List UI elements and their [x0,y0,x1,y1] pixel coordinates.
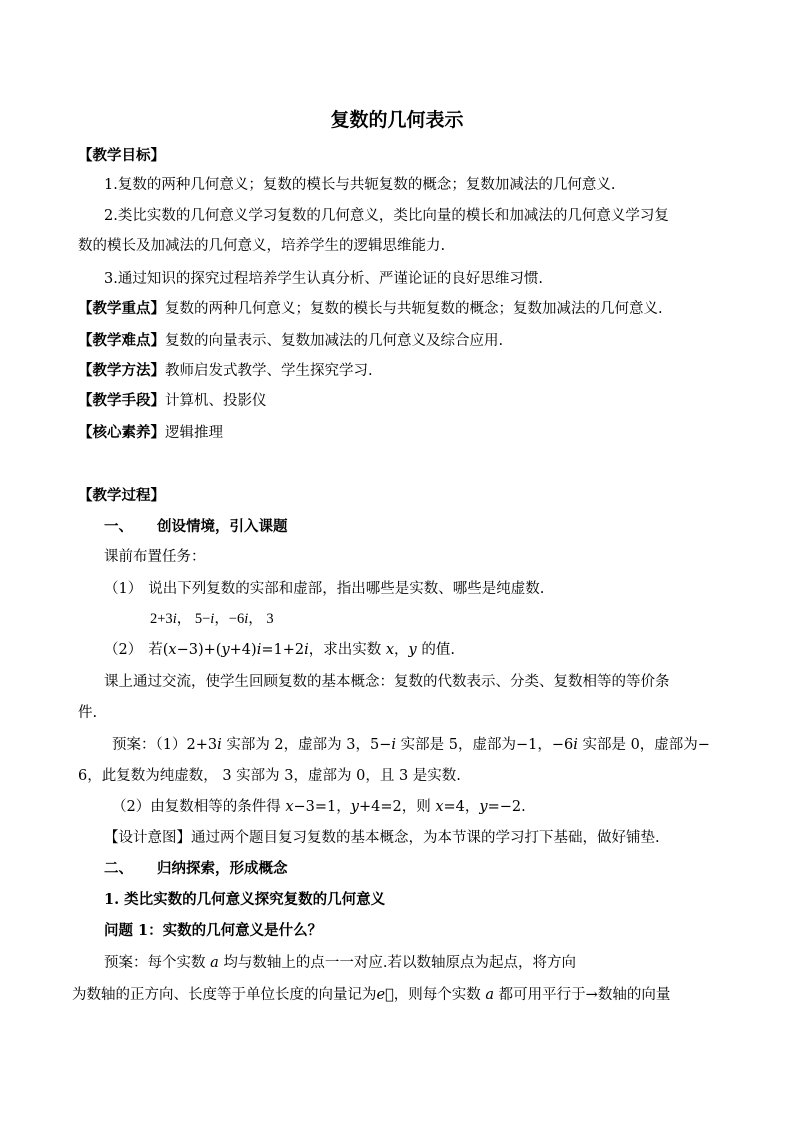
imaginary-unit: i [172,611,177,627]
imaginary-unit: i [304,642,309,658]
answer-1-line-2: 6，此复数为纯虚数， 3 实部为 3，虚部为 0，且 3 是实数. [78,768,461,784]
variable-a: a [485,987,495,1003]
answer-3-line-2 [72,985,670,1005]
variable-y: y [408,642,417,658]
objective-2-line-1: 2.类比实数的几何意义学习复数的几何意义，类比向量的模长和加减法的几何意义学习复 [104,208,669,224]
answer-1-line-1 [112,735,710,755]
variable-y: y [350,799,359,815]
variable-x: x [285,799,294,815]
section-2-title: 归纳探索，形成概念 [157,860,288,877]
answer-text: 数轴的向量 [597,987,671,1003]
answer-text: 实部是 0，虚部为− [577,737,710,753]
question-2-row [104,640,455,660]
question-2-number: （2） [104,642,143,658]
variable-y: y [221,642,230,658]
answer-text: 预案：（1）2+3 [112,737,218,753]
answer-text: 实部为 2，虚部为 3，5− [221,737,392,753]
imaginary-unit: i [217,737,222,753]
answer-text: ，则每个实数 [393,987,486,1003]
section-2-heading [104,859,288,879]
q1-part: ， 5− [176,611,211,627]
q2-text: +4) [229,642,257,658]
review-line-2: 件. [78,705,98,721]
difficulty-text: 复数的向量表示、复数加减法的几何意义及综合应用. [165,333,504,349]
answer-text: =−2. [487,799,526,815]
literacy-label: 【核心素养】 [78,424,165,441]
design-intent-label: 【设计意图】 [104,830,191,846]
answer-text: 都可用平行于 [494,987,586,1003]
imaginary-unit: i [244,611,249,627]
variable-x: x [435,799,444,815]
question-1-numbers [150,609,274,629]
task-intro: 课前布置任务： [104,549,206,565]
tools-text: 计算机、投影仪 [165,393,267,409]
q2-text: 的值. [416,642,455,658]
q1-part: 2+3 [150,611,173,627]
q2-text: ，求出实数 [308,642,386,658]
variable-x: x [168,642,177,658]
question-1-text: 说出下列复数的实部和虚部，指出哪些是实数、哪些是纯虚数. [148,581,545,597]
answer-text: （2）由复数相等的条件得 [112,799,286,815]
question-1-number: （1） [104,581,143,597]
variable-x: x [385,642,395,658]
objective-3: 3.通过知识的探究过程培养学生认真分析、严谨论证的良好思维习惯. [104,271,543,287]
section-2-number: 二、 [104,860,133,877]
imaginary-unit: i [391,737,397,753]
process-heading: 【教学过程】 [78,487,165,504]
imaginary-unit: i [573,737,578,753]
q2-text: 若( [148,642,169,658]
variable-y: y [479,799,488,815]
design-intent-row [104,828,660,848]
tools-row [78,391,267,411]
tools-label: 【教学手段】 [78,392,165,409]
q1-part: ，−6 [214,611,245,627]
key-point-label: 【教学重点】 [78,300,165,317]
question-1-heading: 问题 1：实数的几何意义是什么？ [104,922,323,939]
subsection-1: 1. 类比实数的几何意义探究复数的几何意义 [104,891,386,908]
objective-2-line-2: 数的模长及加减法的几何意义，培养学生的逻辑思维能力. [78,238,446,254]
section-1-number: 一、 [104,518,133,535]
page-title: 复数的几何表示 [330,109,464,131]
answer-text: =4， [443,799,480,815]
answer-text: 实部是 5，虚部为−1，−6 [396,737,574,753]
review-line-1: 课上通过交流，使学生回顾复数的基本概念：复数的代数表示、分类、复数相等的等价条 [104,674,670,690]
q2-text: ， [394,642,409,658]
answer-3-line-1 [104,953,576,973]
answer-2 [112,797,526,817]
key-point-row [78,299,663,319]
answer-text: 为数轴的正方向、长度等于单位长度的向量记为 [72,987,377,1003]
imaginary-unit: i [256,642,262,658]
key-point-text: 复数的两种几何意义；复数的模长与共轭复数的概念；复数加减法的几何意义. [165,301,663,317]
design-intent-text: 通过两个题目复习复数的基本概念，为本节课的学习打下基础，做好铺垫. [191,830,660,846]
answer-text: +4=2，则 [358,799,436,815]
q2-text: =1+2 [261,642,305,658]
q2-text: −3)+( [176,642,222,658]
literacy-text: 逻辑推理 [165,425,223,441]
answer-text: 预案：每个实数 [104,955,211,971]
arrow-icon: → [585,987,598,1003]
q1-part: ， 3 [248,611,274,627]
variable-a: a [210,955,219,971]
imaginary-unit: i [210,611,215,627]
difficulty-label: 【教学难点】 [78,332,165,349]
answer-text: 均与数轴上的点一一对应.若以数轴原点为起点，将方向 [218,955,576,971]
section-1-heading [104,517,288,537]
objective-1: 1.复数的两种几何意义；复数的模长与共轭复数的概念；复数加减法的几何意义. [104,177,616,193]
method-text: 教师启发式教学、学生探究学习. [165,363,373,379]
question-1-row [104,579,544,599]
vector-e: e⃗ [376,987,394,1003]
method-row [78,361,373,381]
answer-text: −3=1， [293,799,351,815]
method-label: 【教学方法】 [78,362,165,379]
literacy-row [78,423,223,443]
difficulty-row [78,331,503,351]
section-1-title: 创设情境，引入课题 [157,518,288,535]
objectives-heading: 【教学目标】 [78,147,165,164]
